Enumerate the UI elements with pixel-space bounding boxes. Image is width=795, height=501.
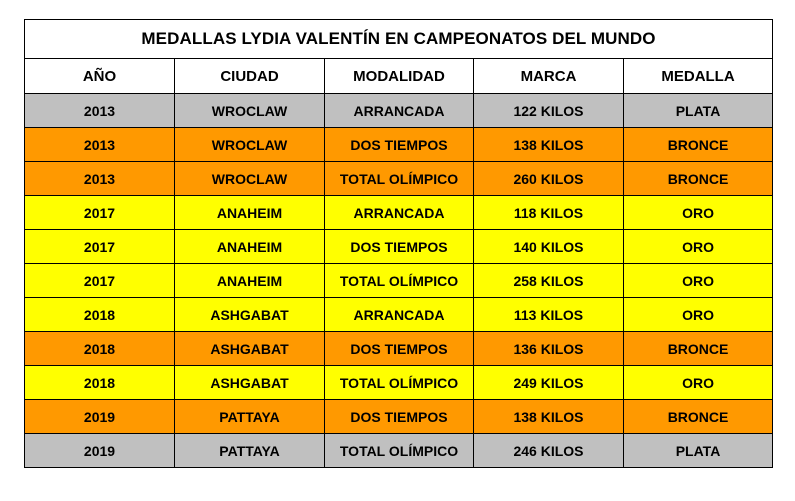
cell-event: TOTAL OLÍMPICO [325,162,474,196]
cell-event: TOTAL OLÍMPICO [325,264,474,298]
cell-city: WROCLAW [175,94,325,128]
cell-mark: 136 KILOS [474,332,624,366]
cell-event: ARRANCADA [325,298,474,332]
cell-event: DOS TIEMPOS [325,230,474,264]
table-row [25,332,773,366]
title-row [25,20,773,59]
cell-year: 2017 [25,196,175,230]
cell-city: ASHGABAT [175,366,325,400]
cell-year: 2017 [25,264,175,298]
cell-city: WROCLAW [175,128,325,162]
cell-medal: BRONCE [624,332,773,366]
cell-event: ARRANCADA [325,94,474,128]
cell-mark: 138 KILOS [474,128,624,162]
cell-mark: 113 KILOS [474,298,624,332]
cell-year: 2017 [25,230,175,264]
cell-city: PATTAYA [175,400,325,434]
table-row [25,400,773,434]
cell-year: 2019 [25,400,175,434]
cell-medal: ORO [624,298,773,332]
cell-medal: ORO [624,366,773,400]
table-row [25,128,773,162]
cell-city: ANAHEIM [175,264,325,298]
table-title: MEDALLAS LYDIA VALENTÍN EN CAMPEONATOS DEL MUNDO [25,20,773,59]
cell-event: DOS TIEMPOS [325,128,474,162]
cell-mark: 122 KILOS [474,94,624,128]
cell-year: 2019 [25,434,175,468]
cell-city: ASHGABAT [175,298,325,332]
header-row [25,59,773,94]
cell-year: 2018 [25,366,175,400]
cell-mark: 138 KILOS [474,400,624,434]
header-medal: MEDALLA [624,59,773,94]
cell-year: 2013 [25,162,175,196]
cell-medal: PLATA [624,94,773,128]
table-row [25,264,773,298]
cell-city: WROCLAW [175,162,325,196]
cell-medal: ORO [624,264,773,298]
cell-event: TOTAL OLÍMPICO [325,366,474,400]
table-body [25,94,773,468]
cell-year: 2018 [25,332,175,366]
cell-mark: 246 KILOS [474,434,624,468]
table-row [25,94,773,128]
cell-city: ASHGABAT [175,332,325,366]
cell-event: DOS TIEMPOS [325,332,474,366]
table-row [25,298,773,332]
cell-year: 2013 [25,128,175,162]
cell-city: ANAHEIM [175,196,325,230]
cell-year: 2018 [25,298,175,332]
cell-year: 2013 [25,94,175,128]
cell-mark: 260 KILOS [474,162,624,196]
cell-medal: BRONCE [624,128,773,162]
cell-event: DOS TIEMPOS [325,400,474,434]
medals-table [24,19,773,468]
header-event: MODALIDAD [325,59,474,94]
header-mark: MARCA [474,59,624,94]
cell-event: ARRANCADA [325,196,474,230]
cell-city: ANAHEIM [175,230,325,264]
cell-mark: 118 KILOS [474,196,624,230]
cell-medal: ORO [624,196,773,230]
cell-mark: 258 KILOS [474,264,624,298]
cell-medal: ORO [624,230,773,264]
table-row [25,162,773,196]
cell-mark: 140 KILOS [474,230,624,264]
table-row [25,434,773,468]
table-row [25,230,773,264]
cell-mark: 249 KILOS [474,366,624,400]
cell-city: PATTAYA [175,434,325,468]
header-city: CIUDAD [175,59,325,94]
cell-medal: BRONCE [624,400,773,434]
cell-medal: PLATA [624,434,773,468]
cell-event: TOTAL OLÍMPICO [325,434,474,468]
header-year: AÑO [25,59,175,94]
table-row [25,196,773,230]
cell-medal: BRONCE [624,162,773,196]
table-row [25,366,773,400]
